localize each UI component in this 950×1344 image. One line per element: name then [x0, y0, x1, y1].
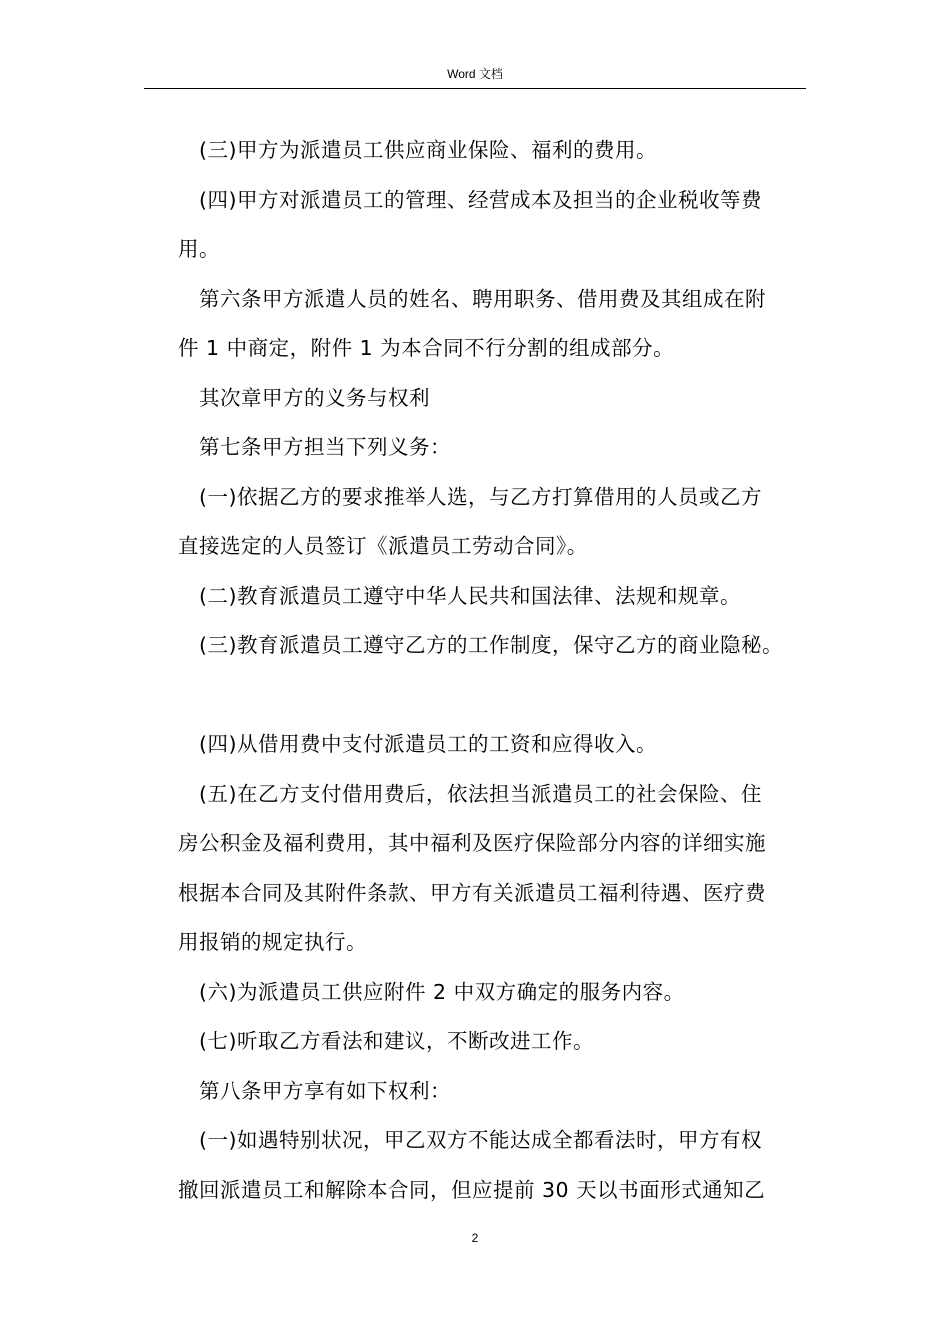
page-header: Word 文档 — [447, 67, 503, 81]
page-number: 2 — [471, 1231, 479, 1245]
paragraph-line: (一)依据乙方的要求推举人选，与乙方打算借用的人员或乙方 — [199, 484, 762, 509]
blank-line — [178, 671, 810, 721]
paragraph-line: (二)教育派遣员工遵守中华人民共和国法律、法规和规章。 — [199, 583, 741, 608]
header-divider — [144, 88, 806, 89]
paragraph-line: (四)甲方对派遣员工的管理、经营成本及担当的企业税收等费 — [199, 187, 762, 212]
paragraph-line: 撤回派遣员工和解除本合同，但应提前 30 天以书面形式通知乙 — [178, 1177, 766, 1202]
article-heading: 第七条甲方担当下列义务： — [199, 435, 451, 459]
paragraph-line: (六)为派遣员工供应附件 2 中双方确定的服务内容。 — [199, 979, 685, 1004]
article-heading: 第八条甲方享有如下权利： — [199, 1078, 451, 1103]
paragraph-line: 第六条甲方派遣人员的姓名、聘用职务、借用费及其组成在附 — [199, 286, 766, 311]
paragraph-line: (七)听取乙方看法和建议，不断改进工作。 — [199, 1029, 594, 1053]
paragraph-line: 用报销的规定执行。 — [178, 930, 367, 954]
paragraph-line: 用。 — [178, 237, 220, 261]
paragraph-line: (一)如遇特别状况，甲乙双方不能达成全都看法时，甲方有权 — [199, 1128, 762, 1152]
chapter-heading: 其次章甲方的义务与权利 — [199, 385, 430, 410]
paragraph-line: 根据本合同及其附件条款、甲方有关派遣员工福利待遇、医疗费 — [178, 880, 766, 905]
paragraph-line: 直接选定的人员签订《派遣员工劳动合同》。 — [178, 534, 588, 558]
paragraph-line: 房公积金及福利费用，其中福利及医疗保险部分内容的详细实施 — [178, 831, 766, 855]
paragraph-line: (五)在乙方支付借用费后，依法担当派遣员工的社会保险、住 — [199, 781, 762, 806]
paragraph-line: (四)从借用费中支付派遣员工的工资和应得收入。 — [199, 732, 657, 756]
document-body — [178, 126, 810, 1215]
paragraph-line: (三)甲方为派遣员工供应商业保险、福利的费用。 — [199, 138, 657, 162]
paragraph-line: (三)教育派遣员工遵守乙方的工作制度，保守乙方的商业隐秘。 — [199, 633, 783, 657]
paragraph-line: 件 1 中商定，附件 1 为本合同不行分割的组成部分。 — [178, 336, 675, 360]
